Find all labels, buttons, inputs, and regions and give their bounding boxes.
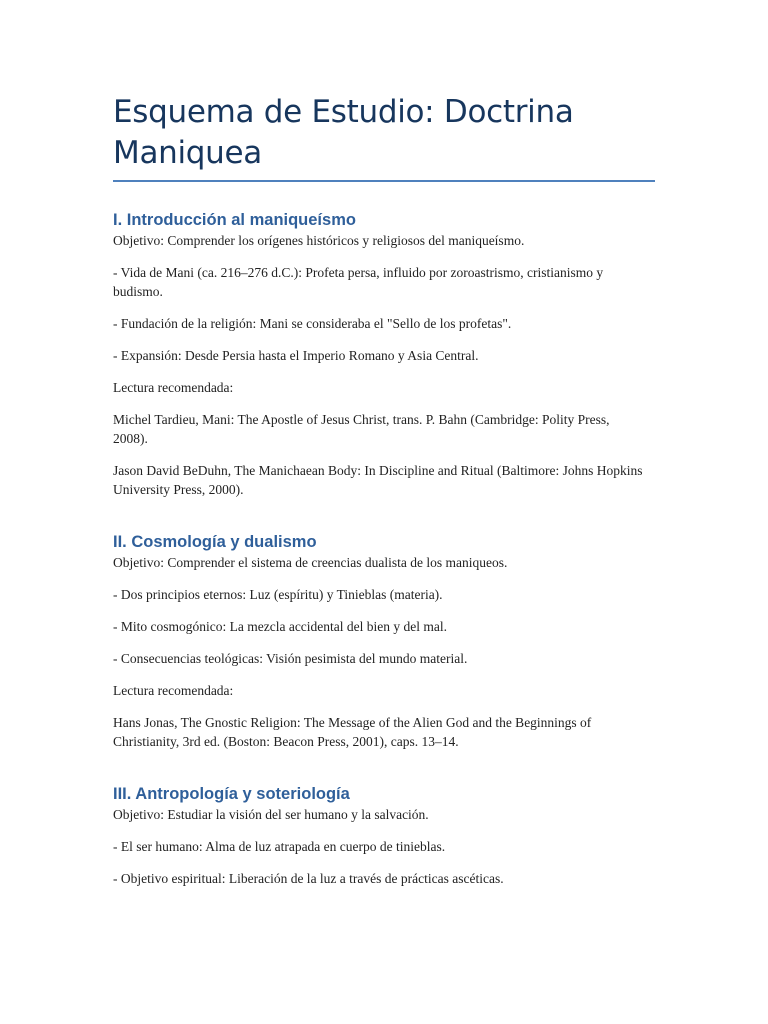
section-heading: I. Introducción al maniqueísmo: [113, 211, 356, 229]
section-1: [113, 209, 655, 499]
paragraph: Lectura recomendada:: [113, 380, 234, 395]
section-heading: III. Antropología y soteriología: [113, 785, 350, 803]
paragraph: Michel Tardieu, Mani: The Apostle of Jesus Christ, trans. P. Bahn (Cambridge: Polity Press, 2008).: [113, 412, 610, 446]
paragraph: Objetivo: Estudiar la visión del ser humano y la salvación.: [113, 807, 429, 822]
paragraph: Objetivo: Comprender los orígenes históricos y religiosos del maniqueísmo.: [113, 233, 525, 248]
paragraph: Hans Jonas, The Gnostic Religion: The Message of the Alien God and the Beginnings of Christianity, 3rd ed. (Boston: Beacon Press, 2001), caps. 13–14.: [113, 715, 592, 749]
section-heading: II. Cosmología y dualismo: [113, 533, 317, 551]
section-3: [113, 783, 655, 888]
paragraph: - Expansión: Desde Persia hasta el Imperio Romano y Asia Central.: [113, 348, 479, 363]
paragraph: Jason David BeDuhn, The Manichaean Body: In Discipline and Ritual (Baltimore: Johns Hopkins University Press, 2000).: [113, 463, 643, 497]
paragraph: - Consecuencias teológicas: Visión pesimista del mundo material.: [113, 651, 468, 666]
section-2: [113, 531, 655, 751]
document-title: Esquema de Estudio: Doctrina Maniquea: [113, 92, 655, 182]
document-body: [113, 209, 655, 888]
paragraph: - Fundación de la religión: Mani se consideraba el "Sello de los profetas".: [113, 316, 512, 331]
paragraph: - Objetivo espiritual: Liberación de la luz a través de prácticas ascéticas.: [113, 871, 504, 886]
paragraph: - Mito cosmogónico: La mezcla accidental del bien y del mal.: [113, 619, 448, 634]
paragraph: Objetivo: Comprender el sistema de creencias dualista de los maniqueos.: [113, 555, 508, 570]
paragraph: - El ser humano: Alma de luz atrapada en cuerpo de tinieblas.: [113, 839, 446, 854]
paragraph: - Dos principios eternos: Luz (espíritu) y Tinieblas (materia).: [113, 587, 443, 602]
paragraph: Lectura recomendada:: [113, 683, 234, 698]
paragraph: - Vida de Mani (ca. 216–276 d.C.): Profeta persa, influido por zoroastrismo, cristianismo y budismo.: [113, 265, 604, 299]
